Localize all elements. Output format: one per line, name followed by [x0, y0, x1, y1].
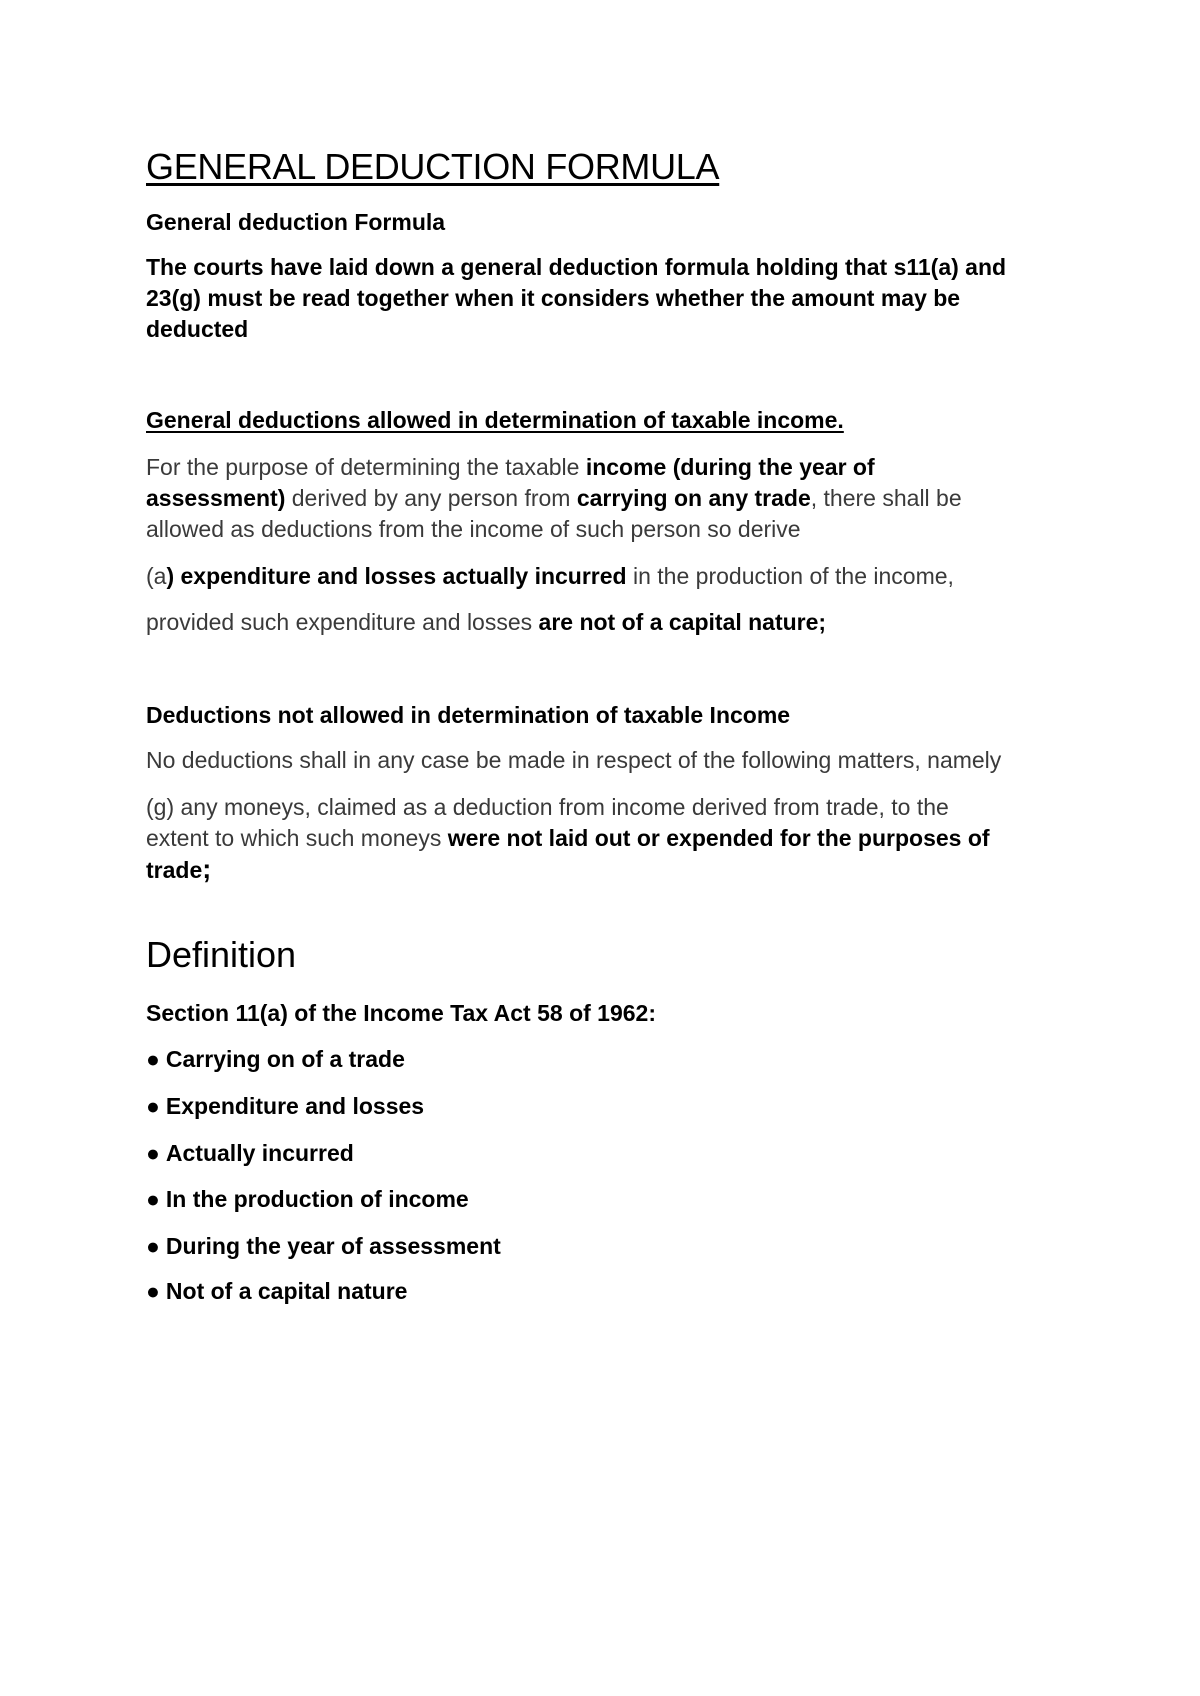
- definition-item-text: Expenditure and losses: [165, 1093, 425, 1119]
- not-allowed-paragraph: No deductions shall in any case be made in respect of the following matters, namely: [146, 747, 1002, 773]
- allowed-bold-segment: ) expenditure and losses actually incurred: [166, 563, 627, 589]
- allowed-proviso: [146, 607, 826, 638]
- definition-list-item: [146, 1044, 405, 1075]
- definition-item-text: Not of a capital nature: [165, 1278, 408, 1304]
- bullet-icon: ●: [146, 1093, 160, 1119]
- definition-list-item: [146, 1276, 407, 1307]
- allowed-paragraph-line-1: [146, 452, 875, 483]
- allowed-text-segment: For the purpose of determining the taxable: [146, 454, 586, 480]
- definition-item-text: In the production of income: [165, 1186, 469, 1212]
- intro-line-2: 23(g) must be read together when it considers whether the amount may be: [146, 285, 961, 311]
- allowed-paragraph-line-2: [146, 483, 962, 514]
- definition-item-text: During the year of assessment: [165, 1233, 501, 1259]
- bullet-icon: ●: [146, 1046, 160, 1072]
- definition-item-text: Carrying on of a trade: [165, 1046, 405, 1072]
- bullet-icon: ●: [146, 1233, 160, 1259]
- allowed-item-a: [146, 561, 954, 592]
- allowed-heading: General deductions allowed in determination of taxable income.: [146, 407, 844, 433]
- not-allowed-item-g-line-1: (g) any moneys, claimed as a deduction from income derived from trade, to the: [146, 794, 949, 820]
- intro-line-1: The courts have laid down a general deduction formula holding that s11(a) and: [146, 254, 1007, 280]
- subtitle: General deduction Formula: [146, 209, 446, 235]
- not-allowed-bold-segment: ;: [202, 854, 212, 884]
- not-allowed-item-g-line-3: [146, 854, 211, 886]
- allowed-text-segment: , there shall be: [810, 485, 962, 511]
- definition-item-text: Actually incurred: [165, 1140, 354, 1166]
- intro-line-3: deducted: [146, 316, 249, 342]
- allowed-bold-segment: carrying on any trade: [576, 485, 811, 511]
- allowed-paragraph-line-3: allowed as deductions from the income of such person so derive: [146, 516, 801, 542]
- allowed-bold-segment: are not of a capital nature;: [538, 609, 827, 635]
- not-allowed-heading: Deductions not allowed in determination of taxable Income: [146, 702, 791, 728]
- not-allowed-bold-segment: were not laid out or expended for the purposes of: [447, 825, 990, 851]
- allowed-text-segment: derived by any person from: [285, 485, 577, 511]
- definition-list-item: [146, 1138, 354, 1169]
- document-title: GENERAL DEDUCTION FORMULA: [146, 146, 720, 187]
- allowed-bold-segment: assessment): [146, 485, 286, 511]
- not-allowed-bold-segment: trade: [146, 857, 203, 883]
- allowed-bold-segment: income (during the year of: [585, 454, 875, 480]
- allowed-text-segment: in the production of the income,: [626, 563, 954, 589]
- allowed-text-segment: (a: [146, 563, 167, 589]
- bullet-icon: ●: [146, 1140, 160, 1166]
- bullet-icon: ●: [146, 1186, 160, 1212]
- definition-heading: Definition: [146, 934, 297, 975]
- not-allowed-item-g-line-2: [146, 823, 990, 854]
- allowed-text-segment: provided such expenditure and losses: [146, 609, 539, 635]
- definition-list-item: [146, 1184, 469, 1215]
- bullet-icon: ●: [146, 1278, 160, 1304]
- definition-list-item: [146, 1091, 424, 1122]
- not-allowed-text-segment: extent to which such moneys: [146, 825, 448, 851]
- definition-section: Section 11(a) of the Income Tax Act 58 of 1962:: [146, 1000, 656, 1026]
- definition-list-item: [146, 1231, 501, 1262]
